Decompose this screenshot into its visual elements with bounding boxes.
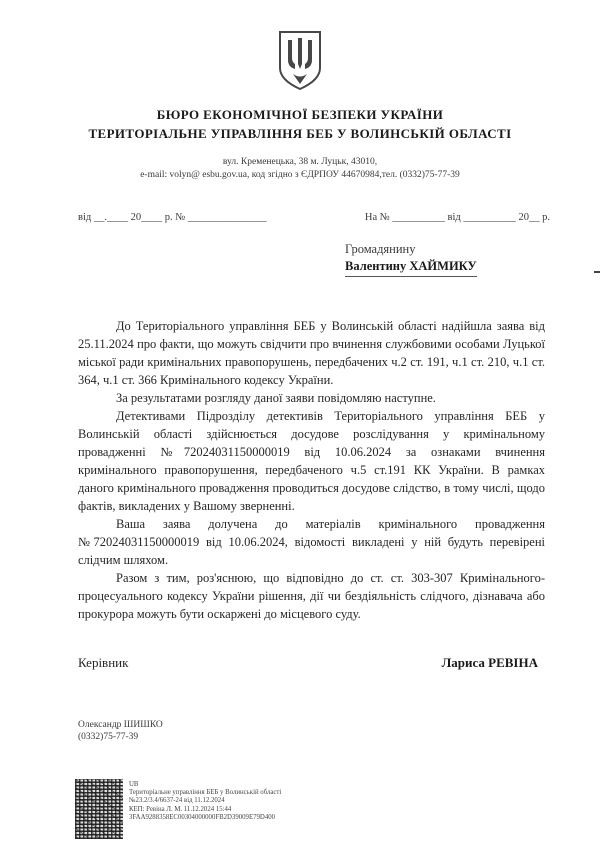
outgoing-number-blank: від __.____ 20____ р. № _______________ [78,212,267,223]
stamp-hash: 3FAA9288358EC00304000000FB2D39009E79D400 [129,813,276,821]
trident-emblem-icon [274,30,326,92]
executor-name: Олександр ШИШКО [78,720,163,730]
addressee-salutation: Громадянину [345,242,416,256]
addressee-name: Валентину ХАЙМИКУ [345,258,477,277]
stamp-text-block [129,779,281,822]
address-street: вул. Кременецька, 38 м. Луцьк, 43010, [222,157,378,167]
address-contacts: e-mail: volyn@ esbu.gov.ua, код згідно з ЄДРПОУ 44670984,тел. (0332)75-77-39 [140,170,460,180]
letterhead-title [0,105,600,143]
paragraph-intake: До Територіального управління БЕБ у Волинській області надійшла заява від 25.11.2024 про факти, що можуть свідчити про вчинення службовими особами Луцької міської ради кримінальних правопорушень, передбачених ч.2 ст. 191, ч.1 ст. 210, ч.1 ст. 364, ч.1 ст. 366 Кримінального кодексу України. [78,319,545,387]
reference-row [0,212,600,223]
letterhead-address [0,156,600,182]
emblem-container [0,0,600,97]
handwritten-dash-mark [594,271,600,273]
paragraph-investigation: Детективами Підрозділу детективів Територіального управління БЕБ у Волинській області здійснюється досудове розслідування у кримінальному провадженні №72024031150000019 від 10.06.2024 за ознаками вчинення кримінального правопорушення, передбаченого ч.5 ст.191 КК України. В рамках даного кримінального провадження проводиться досудове слідство, в тому числі, щодо фактів, викладених у Вашому зверненні. [78,409,545,513]
paragraph-review-notice: За результатами розгляду даної заяви повідомляю наступне. [116,391,436,405]
datamatrix-code [75,779,123,839]
executor-block [0,719,600,743]
paragraph-appeal-rights: Разом з тим, роз'яснюю, що відповідно до ст. ст. 303-307 Кримінального-процесуального кодексу України рішення, дії чи бездіяльність слідчого, дізнавача або прокурора можуть бути оскаржені до місцевого суду. [78,571,545,621]
addressee-inner [345,241,477,277]
stamp-org: Територіальне управління БЕБ у Волинській області [129,789,282,797]
org-name-line2: ТЕРИТОРІАЛЬНЕ УПРАВЛІННЯ БЕБ У ВОЛИНСЬКІЙ ОБЛАСТІ [88,126,512,141]
org-name-line1: БЮРО ЕКОНОМІЧНОЇ БЕЗПЕКИ УКРАЇНИ [156,107,444,122]
stamp-kep-signature: КЕП: Ревіна Л. М. 11.12.2024 15:44 [129,805,232,813]
signatory-position: Керівник [78,655,129,670]
signature-row [0,655,600,671]
paragraph-attachment: Ваша заява долучена до матеріалів кримінального провадження №72024031150000019 від 10.06.2024, відомості викладені у ній будуть перевірені слідчим шляхом. [78,517,545,567]
stamp-label: UB [129,781,139,788]
letter-body [0,317,600,623]
addressee-block [345,241,600,277]
executor-phone: (0332)75-77-39 [78,732,139,742]
signatory-name: Лариса РЕВІНА [441,655,538,670]
stamp-doc-number: №23.2/3.4/6637-24 від 11.12.2024 [129,797,225,805]
incoming-number-blank: На № __________ від __________ 20__ р. [364,212,550,223]
digital-signature-stamp [0,779,600,839]
